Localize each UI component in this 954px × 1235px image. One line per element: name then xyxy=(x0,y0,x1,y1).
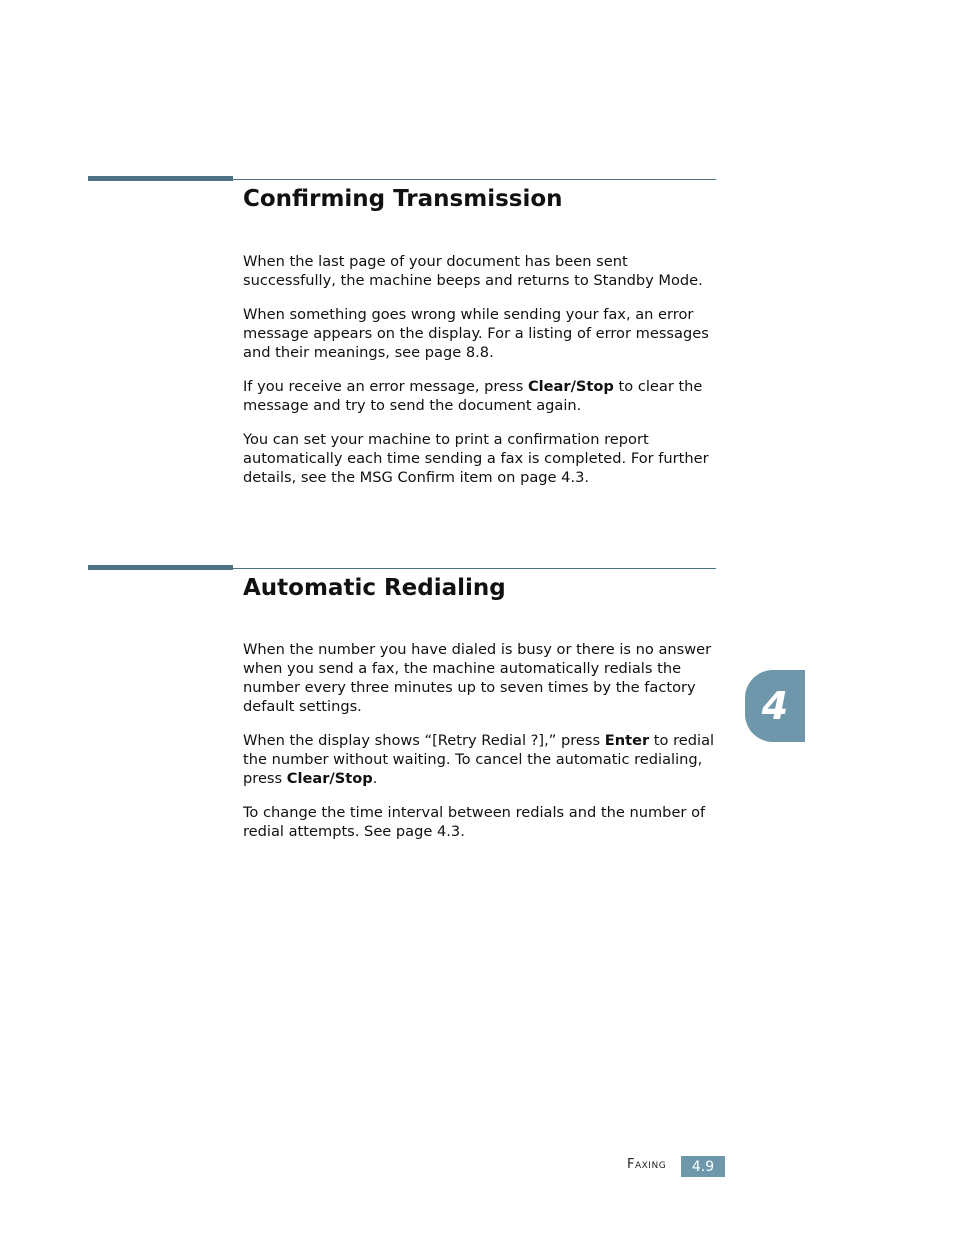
paragraph: When the last page of your document has been sent successfully, the machine beeps and returns to Standby Mode. xyxy=(243,253,703,289)
key-name-clear-stop: Clear/Stop xyxy=(286,770,373,787)
section-rule-thin xyxy=(233,179,716,180)
section-rule-thick xyxy=(88,176,233,181)
section-body-confirming xyxy=(243,252,718,502)
paragraph: You can set your machine to print a confirmation report automatically each time sending a fax is completed. For further details, see the MSG Confirm item on page 4.3. xyxy=(243,431,709,486)
chapter-number: 4 xyxy=(761,684,789,728)
page-number: 4.9 xyxy=(681,1156,725,1177)
section-heading-automatic-redialing: Automatic Redialing xyxy=(243,575,506,601)
paragraph: If you receive an error message, press Clear/Stop to clear the message and try to send the document again. xyxy=(243,378,703,414)
section-rule-thin xyxy=(233,568,716,569)
section-body-redialing xyxy=(243,640,718,856)
paragraph: When the number you have dialed is busy or there is no answer when you send a fax, the machine automatically redials the number every three minutes up to seven times by the factory default settings. xyxy=(243,641,712,715)
footer-chapter-label: Faxing xyxy=(627,1157,667,1172)
paragraph: When something goes wrong while sending your fax, an error message appears on the display. For a listing of error messages and their meanings, see page 8.8. xyxy=(243,306,709,361)
key-name-clear-stop: Clear/Stop xyxy=(527,378,614,395)
key-name-enter: Enter xyxy=(604,732,650,749)
chapter-tab xyxy=(745,670,805,742)
section-heading-confirming-transmission: Confirming Transmission xyxy=(243,186,563,212)
section-rule-thick xyxy=(88,565,233,570)
paragraph: When the display shows “[Retry Redial ?],” press Enter to redial the number without waiting. To cancel the automatic redialing, press Clear/Stop. xyxy=(243,732,715,787)
paragraph: To change the time interval between redials and the number of redial attempts. See page 4.3. xyxy=(243,804,706,840)
